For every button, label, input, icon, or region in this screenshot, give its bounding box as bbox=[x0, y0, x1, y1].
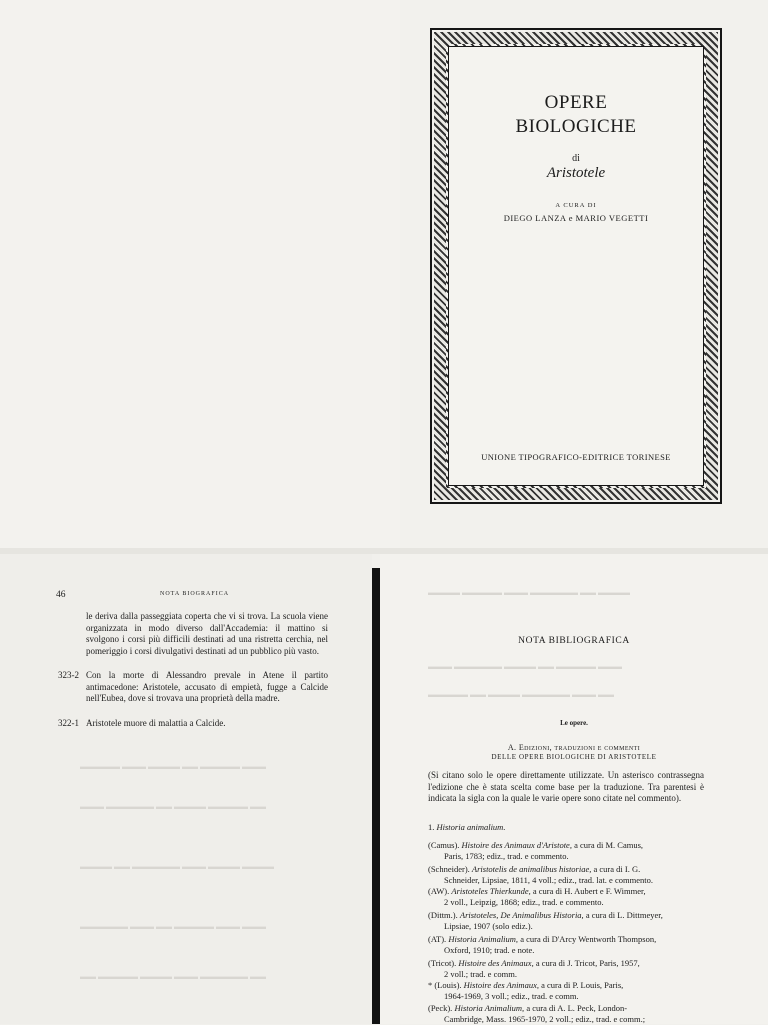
cover-title-line-2: BIOLOGICHE bbox=[515, 116, 637, 137]
entry-text: Aristotele muore di malattia a Calcide. bbox=[86, 718, 226, 728]
work-heading bbox=[428, 822, 706, 833]
page-divider bbox=[0, 548, 768, 554]
entry-detail-cont: Paris, 1783; ediz., trad. e commento. bbox=[444, 851, 569, 861]
show-through-text: ▬▬▬▬ ▬▬ ▬▬▬▬▬▬ ▬▬▬ ▬▬▬▬ ▬▬▬▬ bbox=[80, 862, 274, 871]
entry-detail: a cura di J. Tricot, Paris, 1957, bbox=[535, 958, 640, 968]
book-spine bbox=[372, 568, 380, 1024]
show-through-text: ▬▬ ▬▬▬▬▬ ▬▬▬▬ ▬▬▬ ▬▬▬▬▬▬ ▬▬ bbox=[80, 972, 266, 981]
bibliography-entry bbox=[428, 958, 706, 980]
entry-sigla: (AW). bbox=[428, 886, 450, 896]
bibliography-entry bbox=[428, 840, 706, 862]
cover-title: OPERE bbox=[544, 92, 608, 113]
entry-detail-cont: 1964-1969, 3 voll.; ediz., trad. e comm. bbox=[444, 991, 579, 1001]
entry-title: Historia Animalium, bbox=[454, 1003, 525, 1013]
entry-sigla: (Camus). bbox=[428, 840, 460, 850]
entry-date: 323-2 bbox=[58, 670, 79, 680]
show-through-text: ▬▬▬▬ ▬▬▬▬▬ ▬▬▬ ▬▬▬▬▬▬ ▬▬ ▬▬▬▬ bbox=[428, 588, 630, 597]
paragraph: le deriva dalla passeggiata coperta che vi si trova. La scuola viene organizzata in modo diverso dall'Accademia: il mattino si svolgono i corsi più difficili destinati ad una ristretta cerchia, nel pomeriggio i corsi divulgativi destinati ad un pubblico più vasto. bbox=[86, 611, 328, 656]
entry-detail: a cura di M. Camus, bbox=[574, 840, 644, 850]
section-heading: A. Edizioni, traduzioni e commenti bbox=[507, 743, 641, 752]
cover-editors: DIEGO LANZA e MARIO VEGETTI bbox=[503, 213, 649, 223]
entry-title: Histoire des Animaux d'Aristote, bbox=[461, 840, 572, 850]
entry-detail-cont: Cambridge, Mass. 1965-1970, 2 voll.; ediz., trad. e comm.; bbox=[444, 1014, 646, 1024]
subheading: Le opere. bbox=[560, 719, 588, 727]
entry-date: 322-1 bbox=[58, 718, 79, 728]
entry-detail: a cura di I. G. bbox=[593, 864, 641, 874]
page-number: 46 bbox=[56, 590, 66, 600]
cover-author: Aristotele bbox=[546, 165, 606, 181]
work-title: Historia animalium. bbox=[436, 822, 506, 832]
entry-detail: a cura di D'Arcy Wentworth Thompson, bbox=[520, 934, 657, 944]
bibliography-entry bbox=[428, 886, 706, 908]
bibliography-entry bbox=[428, 864, 706, 886]
entry-title: Aristotelis de animalibus historiae, bbox=[471, 864, 592, 874]
entry-text: Con la morte di Alessandro prevale in Atene il partito antimacedone: Aristotele, accusato di empietà, fugge a Calcide nell'Eubea, dove si trovava una proprietà della madre. bbox=[86, 670, 328, 703]
entry-sigla: (Tricot). bbox=[428, 958, 457, 968]
entry-detail-cont: Oxford, 1910; trad. e note. bbox=[444, 945, 535, 955]
cover-curated-label: A CURA DI bbox=[555, 202, 597, 209]
show-through-text: ▬▬▬ ▬▬▬▬▬▬ ▬▬ ▬▬▬▬ ▬▬▬▬▬ ▬▬ bbox=[80, 802, 266, 811]
entry-title: Historia Animalium, bbox=[448, 934, 519, 944]
entry-title: Histoire des Animaux, bbox=[463, 980, 539, 990]
entry-title: Histoire des Animaux, bbox=[458, 958, 534, 968]
entry-sigla: (Schneider). bbox=[428, 864, 470, 874]
entry-detail-cont: Lipsiae, 1907 (solo ediz.). bbox=[444, 921, 533, 931]
entry-detail: a cura di L. Dittmeyer, bbox=[585, 910, 663, 920]
cover-di: di bbox=[572, 153, 580, 164]
show-through-text: ▬▬▬▬▬ ▬▬ ▬▬▬▬ ▬▬▬▬▬▬ ▬▬▬ ▬▬ bbox=[428, 690, 614, 699]
show-through-text: ▬▬▬▬▬▬ ▬▬▬ ▬▬ ▬▬▬▬▬ ▬▬▬ ▬▬▬ bbox=[80, 922, 266, 931]
entry-detail: a cura di P. Louis, Paris, bbox=[541, 980, 624, 990]
blank-page bbox=[0, 0, 400, 548]
entry-detail-cont: 2 voll.; trad. e comm. bbox=[444, 969, 517, 979]
bibliography-entry bbox=[428, 934, 706, 956]
bibliography-entry bbox=[428, 1003, 706, 1025]
entry-sigla: (Peck). bbox=[428, 1003, 453, 1013]
entry-title: Aristoteles Thierkunde, bbox=[451, 886, 531, 896]
work-number: 1. bbox=[428, 822, 435, 832]
intro-paragraph: (Si citano solo le opere direttamente utilizzate. Un asterisco contrassegna l'edizione che è stata scelta come base per la traduzione. Tra parentesi è indicata la sigla con la quale le varie opere sono citate nel commento). bbox=[428, 770, 704, 803]
entry-title: Aristoteles, De Animalibus Historia, bbox=[459, 910, 584, 920]
show-through-text: ▬▬▬ ▬▬▬▬▬▬ ▬▬▬▬ ▬▬ ▬▬▬▬▬ ▬▬▬ bbox=[428, 662, 622, 671]
entry-detail-cont: 2 voll., Leipzig, 1868; ediz., trad. e commento. bbox=[444, 897, 604, 907]
entry-sigla: (AT). bbox=[428, 934, 447, 944]
cover-publisher: UNIONE TIPOGRAFICO-EDITRICE TORINESE bbox=[481, 452, 671, 462]
entry-detail: a cura di A. L. Peck, London- bbox=[526, 1003, 628, 1013]
show-through-text: ▬▬▬▬▬ ▬▬▬ ▬▬▬▬ ▬▬ ▬▬▬▬▬ ▬▬▬ bbox=[80, 762, 266, 771]
entry-detail-cont: Schneider, Lipsiae, 1811, 4 voll.; ediz., trad. lat. e commento. bbox=[444, 875, 653, 885]
entry-sigla: (Dittm.). bbox=[428, 910, 458, 920]
entry-detail: a cura di H. Aubert e F. Wimmer, bbox=[532, 886, 646, 896]
bibliography-entry bbox=[428, 910, 706, 932]
page-title: NOTA BIBLIOGRAFICA bbox=[518, 636, 630, 646]
bibliography-entry bbox=[428, 980, 706, 1002]
entry-sigla: * (Louis). bbox=[428, 980, 462, 990]
section-heading-line-2: DELLE OPERE BIOLOGICHE DI ARISTOTELE bbox=[491, 753, 657, 761]
running-head: NOTA BIOGRAFICA bbox=[160, 591, 230, 597]
